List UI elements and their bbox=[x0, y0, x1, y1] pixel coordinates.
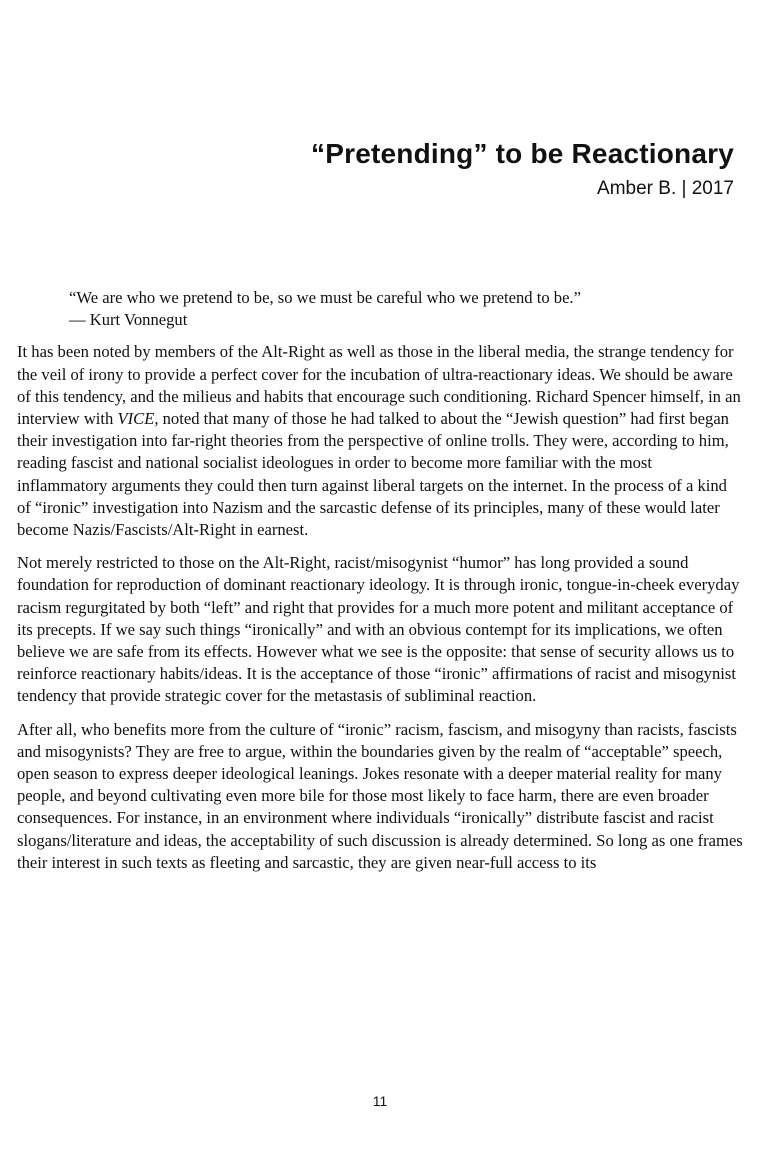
page-number: 11 bbox=[372, 1093, 388, 1109]
paragraph-3: After all, who benefits more from the culture of “ironic” racism, fascism, and misogyny than racists, fascists and misogynists? They are free to argue, within the boundaries given by the realm of “acceptable” speech, open season to express deeper ideological leanings. Jokes resonate with a deeper material reality for many people, and beyond cultivating even more bile for those most likely to face harm, there are even broader consequences. For instance, in an environment where individuals “ironically” distribute fascist and racist slogans/literature and ideas, the acceptability of such discussion is already determined. So long as one frames their interest in such texts as fleeting and sarcastic, they are given near-full access to its bbox=[17, 719, 743, 872]
epigraph-attribution: — Kurt Vonnegut bbox=[69, 310, 188, 330]
epigraph bbox=[69, 287, 743, 331]
article-byline: Amber B. | 2017 bbox=[597, 178, 734, 199]
article-body bbox=[17, 287, 743, 885]
article-title: “Pretending” to be Reactionary bbox=[311, 138, 734, 169]
paragraph-1-emphasis: VICE, bbox=[117, 409, 159, 429]
paragraph-1-text-start: It has been noted by members of the Alt-Right as well as those in the liberal media, the strange tendency for the veil of irony to provide a perfect cover for the incubation of ultra-reactionary ideas. We should be aware of this tendency, and the milieus and habits that encourage such conditioning. Richard Spencer himself, in an interview with bbox=[17, 342, 741, 429]
paragraph-2: Not merely restricted to those on the Alt-Right, racist/misogynist “humor” has long provided a sound foundation for reproduction of dominant reactionary ideology. It is through ironic, tongue-in-cheek everyday racism regurgitated by both “left” and right that provides for a much more potent and militant acceptance of its precepts. If we say such things “ironically” and with an obvious contempt for its implications, we often believe we are safe from its effects. However what we see is the opposite: that sense of security allows us to reinforce reactionary habits/ideas. It is the acceptance of those “ironic” affirmations of racist and misogynist tendency that provide strategic cover for the metastasis of subliminal reaction. bbox=[17, 553, 740, 706]
paragraph-1 bbox=[17, 341, 743, 541]
epigraph-quote: “We are who we pretend to be, so we must be careful who we pretend to be.” bbox=[69, 288, 581, 307]
paragraph-1-text-end: noted that many of those he had talked to about the “Jewish question” had first began their investigation into far-right theories from the perspective of online trolls. They were, according to him, reading fascist and national socialist ideologues in order to become more familiar with the most inflammatory arguments they could then turn against liberal targets on the internet. In the process of a kind of “ironic” investigation into Nazism and the sarcastic defense of its principles, many of these would later become Nazis/Fascists/Alt-Right in earnest. bbox=[17, 409, 729, 540]
article-header bbox=[311, 136, 734, 202]
